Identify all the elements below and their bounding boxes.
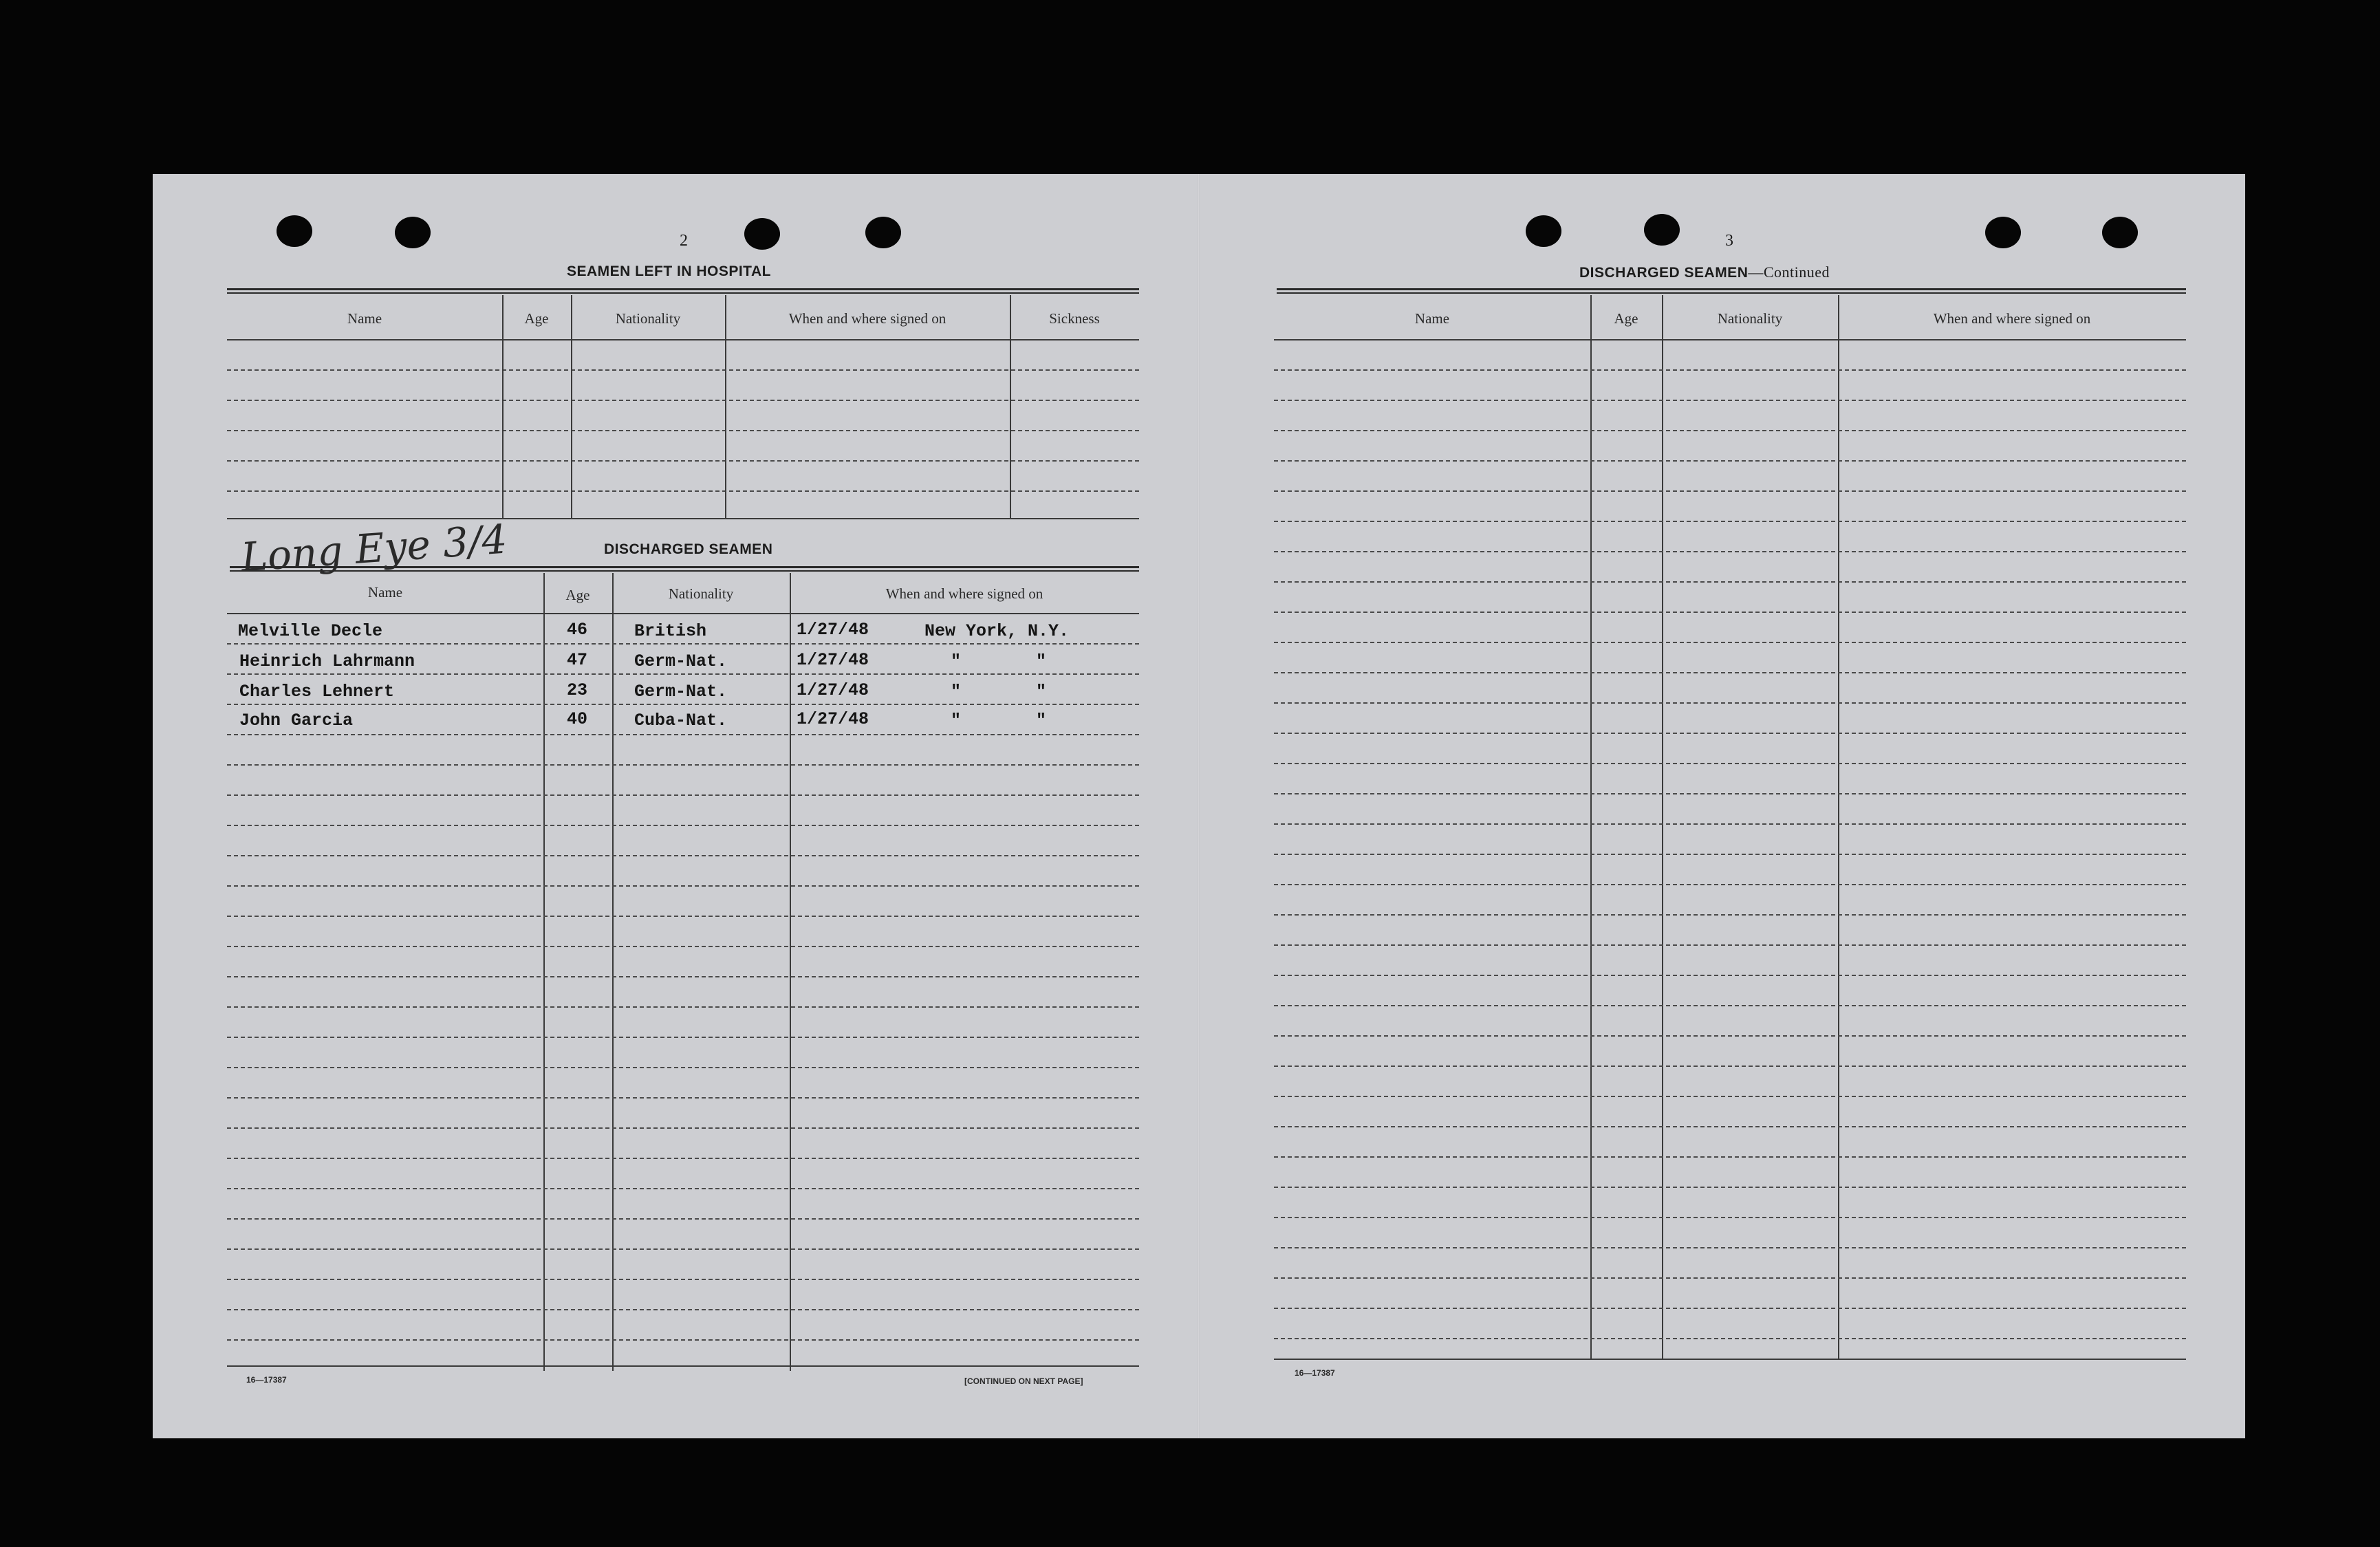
hospital-section-title: SEAMEN LEFT IN HOSPITAL (567, 263, 771, 279)
row-line (227, 885, 1139, 887)
signed-on-place-ditto: " (1036, 711, 1047, 731)
column-divider (1838, 295, 1839, 1360)
signed-on-place-ditto: " (1036, 682, 1047, 702)
signed-on-date: 1/27/48 (797, 620, 869, 640)
row-line (227, 430, 1139, 431)
row-line (1274, 1277, 2186, 1279)
row-line (1274, 581, 2186, 583)
row-line (1274, 1065, 2186, 1067)
row-line (227, 490, 1139, 492)
column-divider (612, 573, 614, 1371)
seaman-name: John Garcia (239, 711, 354, 731)
row-line (1274, 793, 2186, 794)
column-divider (1010, 295, 1011, 519)
row-line (1274, 1308, 2186, 1309)
row-line (227, 764, 1139, 766)
hospital-table (227, 295, 1139, 521)
seaman-age: 23 (567, 680, 588, 700)
row-line (1274, 884, 2186, 885)
column-header-age: Age (1614, 310, 1638, 327)
punch-hole (1644, 214, 1680, 246)
punch-hole (1526, 215, 1561, 247)
row-line (227, 1248, 1139, 1250)
title-rule (1277, 288, 2186, 294)
row-line (1274, 521, 2186, 522)
form-number: 16—17387 (246, 1375, 287, 1385)
title-rule (230, 566, 1139, 572)
row-line (227, 369, 1139, 371)
row-line (227, 855, 1139, 856)
row-line (227, 704, 1139, 705)
signed-on-place: " (951, 682, 962, 702)
row-line (227, 1037, 1139, 1038)
row-line (1274, 733, 2186, 734)
row-line (1274, 1247, 2186, 1248)
title-text: DISCHARGED SEAMEN (1579, 265, 1749, 281)
row-line (227, 916, 1139, 917)
title-rule (227, 288, 1139, 294)
discharged-continued-table (1274, 295, 2186, 1363)
row-line (1274, 1217, 2186, 1218)
punch-hole (277, 215, 312, 247)
title-suffix: —Continued (1748, 263, 1830, 281)
form-number: 16—17387 (1295, 1368, 1335, 1378)
row-line (1274, 1126, 2186, 1127)
punch-hole (2102, 217, 2138, 248)
punch-hole (395, 217, 431, 248)
row-line (1274, 763, 2186, 764)
signed-on-place: " (951, 711, 962, 731)
seaman-age: 47 (567, 650, 588, 670)
row-line (227, 794, 1139, 796)
bottom-rule (1274, 1359, 2186, 1360)
column-header-age: Age (524, 310, 549, 327)
column-header-nationality: Nationality (1717, 310, 1783, 327)
row-line (1274, 854, 2186, 855)
punch-hole (865, 217, 901, 248)
column-divider (1662, 295, 1663, 1360)
row-line (1274, 1096, 2186, 1097)
row-line (227, 1279, 1139, 1280)
column-header-age: Age (565, 587, 590, 603)
signed-on-date: 1/27/48 (797, 680, 869, 700)
row-line (227, 1158, 1139, 1159)
seaman-name: Melville Decle (238, 621, 383, 641)
punch-hole (744, 218, 780, 250)
row-line (1274, 1005, 2186, 1006)
document-sheet (153, 174, 2245, 1438)
punch-hole (1985, 217, 2021, 248)
row-line (1274, 975, 2186, 976)
header-rule (227, 339, 1139, 340)
page-fold (1197, 174, 1200, 1438)
seaman-nationality: British (634, 621, 707, 641)
row-line (227, 1188, 1139, 1189)
row-line (1274, 914, 2186, 916)
row-line (227, 976, 1139, 977)
seaman-name: Heinrich Lahrmann (239, 651, 415, 671)
row-line (1274, 823, 2186, 825)
seaman-age: 46 (567, 620, 588, 640)
column-header-nationality: Nationality (668, 585, 734, 602)
discharged-table (227, 573, 1139, 1371)
column-header-name: Name (1414, 310, 1450, 327)
discharged-continued-title (1579, 263, 1830, 281)
seaman-nationality: Cuba-Nat. (634, 711, 728, 731)
column-header-when-where: When and where signed on (885, 585, 1043, 602)
seaman-nationality: Germ-Nat. (634, 682, 728, 702)
column-divider (1590, 295, 1592, 1360)
column-header-when-where: When and where signed on (788, 310, 946, 327)
column-divider (502, 295, 504, 519)
seaman-nationality: Germ-Nat. (634, 651, 728, 671)
page-number: 2 (680, 232, 688, 250)
column-divider (790, 573, 791, 1371)
row-line (227, 946, 1139, 947)
row-line (227, 1127, 1139, 1129)
row-line (1274, 702, 2186, 704)
column-header-when-where: When and where signed on (1933, 310, 2091, 327)
row-line (227, 643, 1139, 645)
row-line (1274, 642, 2186, 643)
header-rule (227, 613, 1139, 614)
discharged-section-title: DISCHARGED SEAMEN (604, 541, 773, 557)
column-header-name: Name (347, 310, 382, 327)
seaman-name: Charles Lehnert (239, 682, 395, 702)
row-line (227, 1006, 1139, 1008)
column-header-nationality: Nationality (615, 310, 681, 327)
column-divider (571, 295, 572, 519)
row-line (1274, 490, 2186, 492)
row-line (1274, 400, 2186, 401)
seaman-age: 40 (567, 709, 588, 729)
row-line (227, 1309, 1139, 1310)
column-header-sickness: Sickness (1049, 310, 1100, 327)
row-line (1274, 430, 2186, 431)
continued-note: [CONTINUED ON NEXT PAGE] (964, 1376, 1083, 1386)
column-divider (543, 573, 545, 1371)
row-line (1274, 460, 2186, 462)
signed-on-place: " (951, 651, 962, 671)
bottom-rule (227, 1365, 1139, 1367)
header-rule (1274, 339, 2186, 340)
signed-on-place: New York, N.Y. (924, 621, 1070, 641)
row-line (1274, 672, 2186, 673)
row-line (227, 1218, 1139, 1220)
row-line (1274, 369, 2186, 371)
row-line (1274, 1156, 2186, 1158)
row-line (227, 1339, 1139, 1341)
row-line (227, 400, 1139, 401)
handwritten-note: Long Eye 3/4 (239, 515, 509, 581)
row-line (227, 1097, 1139, 1099)
column-header-name: Name (367, 584, 403, 601)
row-line (227, 460, 1139, 462)
row-line (227, 673, 1139, 675)
row-line (1274, 1035, 2186, 1037)
row-line (227, 734, 1139, 735)
row-line (1274, 1338, 2186, 1339)
row-line (227, 1067, 1139, 1068)
signed-on-date: 1/27/48 (797, 709, 869, 729)
row-line (1274, 612, 2186, 613)
signed-on-place-ditto: " (1036, 651, 1047, 671)
row-line (1274, 1187, 2186, 1188)
row-line (1274, 551, 2186, 552)
signed-on-date: 1/27/48 (797, 650, 869, 670)
row-line (227, 825, 1139, 826)
bottom-rule (227, 518, 1139, 519)
row-line (1274, 944, 2186, 946)
column-divider (725, 295, 726, 519)
page-number: 3 (1725, 232, 1733, 250)
